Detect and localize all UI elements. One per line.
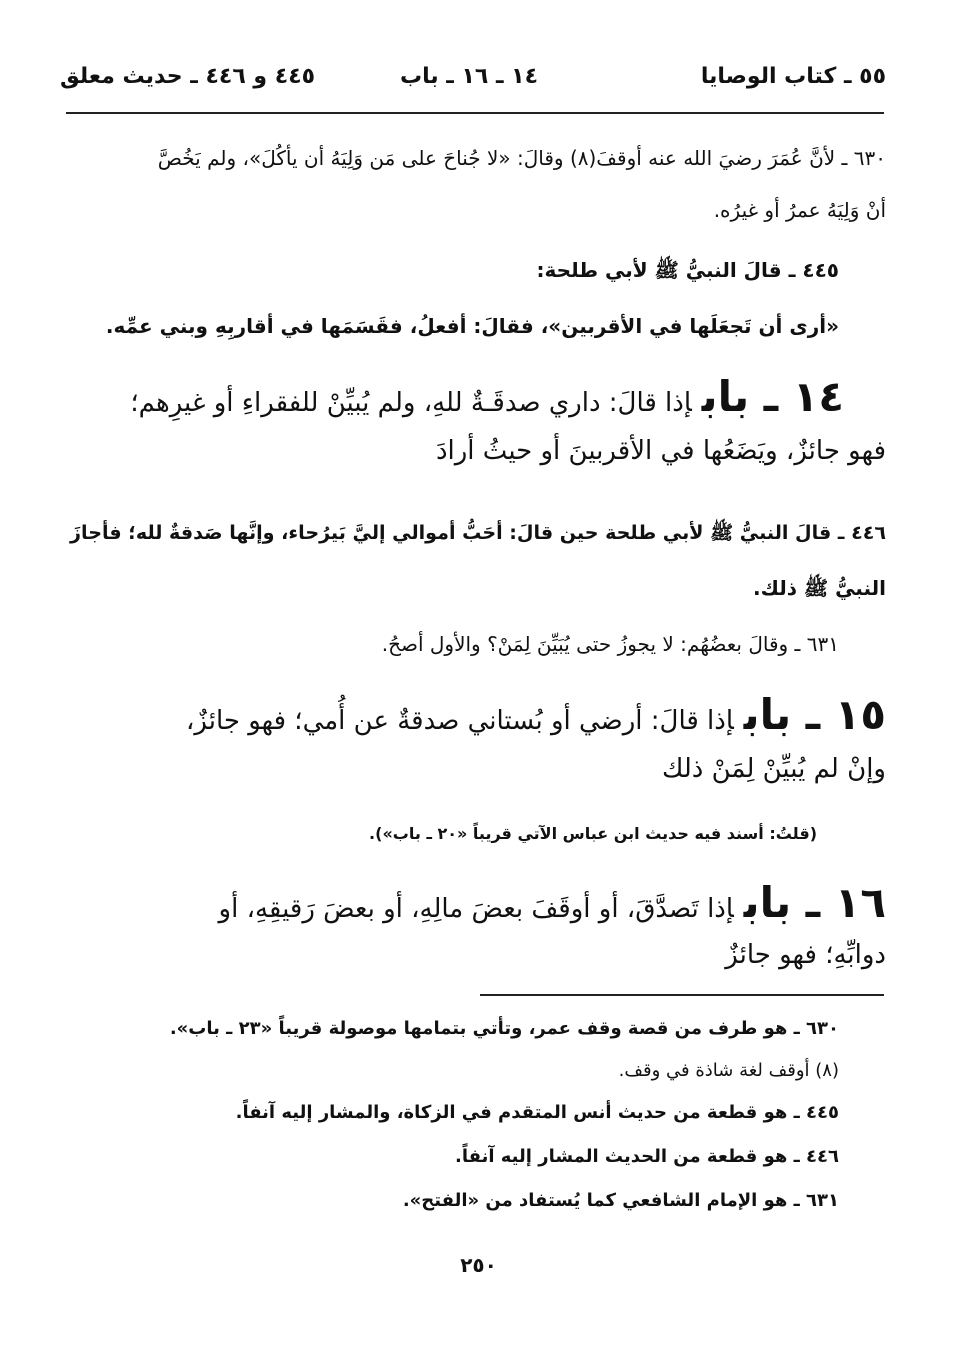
- chapter-14-line2: فهو جائزٌ، ويَضَعُها في الأقربينَ أو حيثُ أرادَ: [435, 436, 886, 466]
- chapter-16-number: ١٦ ـ باب: [743, 878, 886, 927]
- header-book-title: ٥٥ ـ كتاب الوصايا: [700, 64, 886, 89]
- chapter-16-line1: [219, 878, 886, 928]
- hadith-446-line2: النبيُّ ﷺ ذلك.: [752, 576, 886, 600]
- footnote-8: (٨) أوقف لغة شاذة في وقف.: [618, 1060, 839, 1081]
- chapter-15-line2: وإنْ لم يُبيِّنْ لِمَنْ ذلك: [661, 754, 886, 784]
- paragraph-631: ٦٣١ ـ وقالَ بعضُهُم: لا يجوزُ حتى يُبَيِّنَ لِمَنْ؟ والأول أصحُ.: [381, 632, 839, 656]
- chapter-14-number: ١٤ ـ باب: [701, 372, 844, 421]
- footnote-446: ٤٤٦ ـ هو قطعة من الحديث المشار إليه آنفاً.: [455, 1146, 839, 1167]
- hadith-445-intro: ٤٤٥ ـ قالَ النبيُّ ﷺ لأبي طلحة:: [536, 258, 839, 282]
- footnote-630: ٦٣٠ ـ هو طرف من قصة وقف عمر، وتأتي بتمامها موصولة قريباً «٢٣ ـ باب».: [169, 1018, 839, 1039]
- chapter-14-line1: [130, 372, 844, 422]
- chapter-15-line1: [186, 690, 886, 740]
- footnote-631: ٦٣١ ـ هو الإمام الشافعي كما يُستفاد من «الفتح».: [402, 1190, 839, 1211]
- chapter-15-number: ١٥ ـ باب: [743, 690, 886, 739]
- chapter-16-title: إذا تَصدَّقَ، أو أوقَفَ بعضَ مالِهِ، أو بعضَ رَقيقِهِ، أو: [218, 894, 734, 924]
- header-chapter-range: ١٤ ـ ١٦ ـ باب: [400, 64, 539, 89]
- footnote-divider: [480, 994, 884, 996]
- paragraph-630-line2: أنْ وَلِيَهُ عمرُ أو غيرُه.: [713, 198, 886, 222]
- page-number: ٢٥٠: [460, 1253, 497, 1277]
- chapter-14-title: إذا قالَ: داري صدقَـةٌ للهِ، ولم يُبيِّنْ للفقراءِ أو غيرِهم؛: [130, 388, 692, 418]
- chapter-16-line2: دوابِّهِ؛ فهو جائزٌ: [725, 940, 886, 970]
- hadith-445-text: «أرى أن تَجعَلَها في الأقربين»، فقالَ: أفعلُ، فقَسَمَها في أقاربِهِ وبني عمِّه.: [105, 314, 839, 338]
- paragraph-630-line1: ٦٣٠ ـ لأنَّ عُمَرَ رضيَ الله عنه أوقفَ(٨) وقالَ: «لا جُناحَ على مَن وَلِيَهُ أن يأكُلَ»، ولم يَخُصَّ: [157, 146, 886, 170]
- editor-note-qult: (قلتُ: أسند فيه حديث ابن عباس الآتي قريباً «٢٠ ـ باب»).: [369, 824, 817, 843]
- chapter-15-title: إذا قالَ: أرضي أو بُستاني صدقةٌ عن أُمي؛ فهو جائزٌ،: [185, 706, 734, 736]
- running-header: [60, 64, 886, 104]
- hadith-446-line1: ٤٤٦ ـ قالَ النبيُّ ﷺ لأبي طلحة حين قالَ: أحَبُّ أموالي إليَّ بَيرُحاء، وإنَّها صَدقةٌ لله؛ فأجازَ: [70, 522, 886, 544]
- footnote-445: ٤٤٥ ـ هو قطعة من حديث أنس المتقدم في الزكاة، والمشار إليه آنفاً.: [235, 1102, 839, 1123]
- header-divider: [66, 112, 884, 114]
- header-hadith-range: ٤٤٥ و ٤٤٦ ـ حديث معلق: [60, 64, 316, 89]
